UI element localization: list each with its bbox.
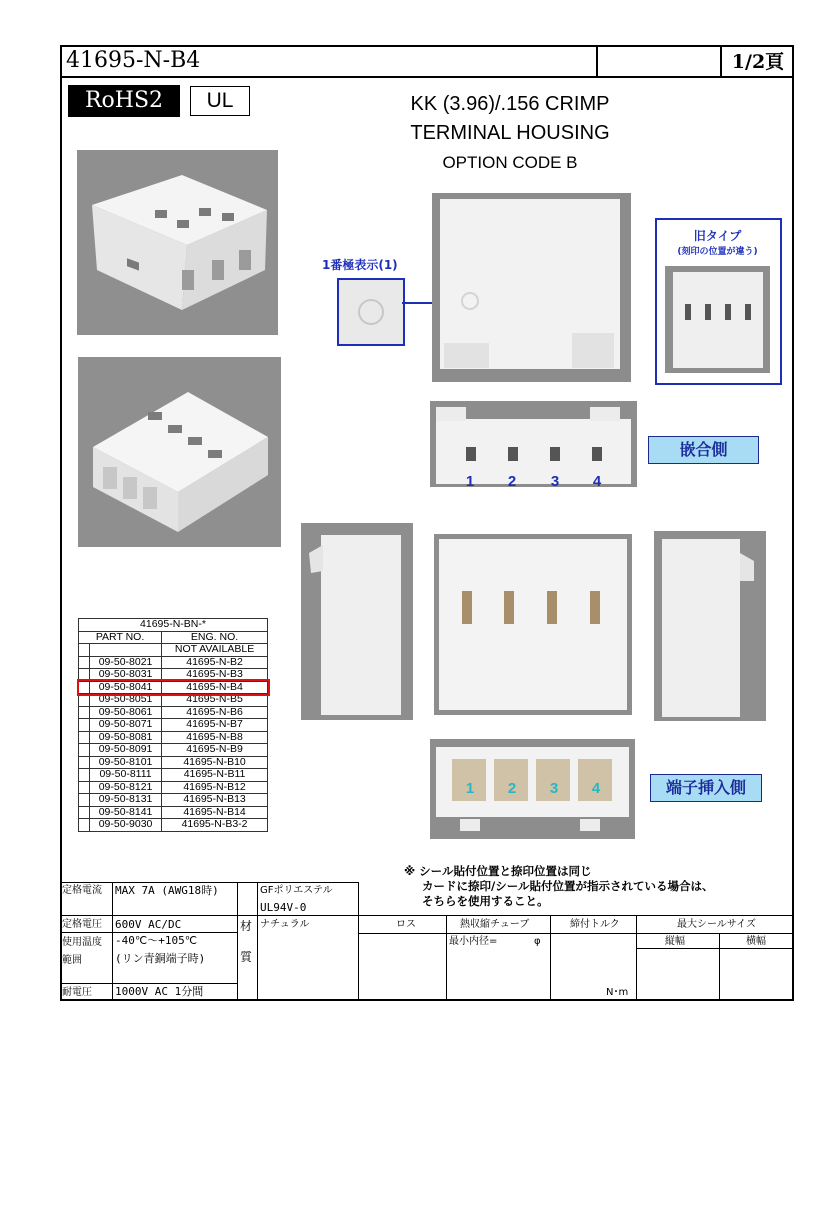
eng-number-cell: 41695-N-B7 — [162, 719, 268, 732]
row-marker — [79, 744, 90, 757]
pin-number: 3 — [549, 780, 559, 797]
part-number-cell: 09-50-8071 — [90, 719, 162, 732]
part-number-cell: 09-50-8061 — [90, 706, 162, 719]
eng-number-cell: 41695-N-B8 — [162, 731, 268, 744]
flammability-value: UL94V-0 — [260, 901, 307, 914]
spec-rule — [358, 933, 794, 934]
part-number-cell: 09-50-8031 — [90, 669, 162, 682]
housing-photo-side-right — [654, 531, 766, 721]
row-marker — [79, 781, 90, 794]
old-type-title: 旧タイプ — [693, 229, 742, 243]
withstand-voltage-value: 1000V AC 1分間 — [115, 985, 204, 998]
part-number-cell: 09-50-9030 — [90, 819, 162, 832]
part-number-table — [78, 618, 268, 832]
torque-unit: N･m — [606, 987, 629, 998]
table-row — [79, 769, 268, 782]
terminal-side-tag: 端子挿入側 — [650, 774, 762, 802]
spec-rule — [60, 882, 358, 883]
material-value: GFポリエステル — [260, 885, 333, 896]
spec-rule — [636, 915, 637, 1000]
row-marker — [79, 681, 90, 694]
eng-number-cell: 41695-N-B12 — [162, 781, 268, 794]
table-caption: 41695-N-BN-* — [79, 619, 268, 632]
temp-range-label: 使用温度 — [62, 937, 102, 948]
header-divider — [60, 76, 794, 78]
row-marker — [79, 794, 90, 807]
table-row — [79, 681, 268, 694]
part-number-cell: 09-50-8101 — [90, 756, 162, 769]
eng-number-cell: 41695-N-B6 — [162, 706, 268, 719]
heat-shrink-label: 熱収縮チューブ — [460, 919, 530, 930]
row-marker — [79, 756, 90, 769]
spec-rule — [446, 915, 447, 1000]
table-row — [79, 794, 268, 807]
housing-photo-front — [432, 193, 631, 382]
spec-rule — [60, 983, 238, 984]
row-marker — [79, 669, 90, 682]
part-number-cell — [90, 644, 162, 657]
eng-number-cell: 41695-N-B3 — [162, 669, 268, 682]
housing-photo-bottom — [78, 357, 281, 547]
pin-number: 1 — [465, 780, 475, 797]
pin-number: 2 — [507, 473, 517, 490]
pin1-marker-closeup — [337, 278, 405, 346]
tube-min-label: 最小内径= — [449, 936, 498, 947]
rated-current-value: MAX 7A (AWG18時) — [115, 884, 219, 897]
housing-photo-top-flat — [434, 534, 632, 715]
table-row — [79, 669, 268, 682]
rated-voltage-value: 600V AC/DC — [115, 918, 182, 931]
title-line-2: TERMINAL HOUSING — [410, 122, 610, 144]
material-label: 質 — [240, 950, 253, 964]
table-row — [79, 719, 268, 732]
row-marker — [79, 769, 90, 782]
table-row — [79, 644, 268, 657]
eng-number-cell: 41695-N-B2 — [162, 656, 268, 669]
old-type-photo — [665, 266, 770, 373]
row-marker — [79, 719, 90, 732]
torque-label: 締付トルク — [570, 919, 620, 930]
note-line: そちらを使用すること。 — [422, 894, 549, 908]
row-marker — [79, 806, 90, 819]
withstand-voltage-label: 耐電圧 — [62, 987, 92, 998]
page-number: 1/2頁 — [731, 51, 785, 73]
drawing-number: 41695-N-B4 — [66, 48, 201, 73]
note-line: ※ シール貼付位置と捺印位置は同じ — [404, 864, 592, 878]
color-value: ナチュラル — [260, 919, 310, 930]
title-line-1: KK (3.96)/.156 CRIMP — [410, 93, 610, 115]
old-type-note: (刻印の位置が違う) — [677, 247, 758, 257]
table-row — [79, 819, 268, 832]
eng-number-cell: NOT AVAILABLE — [162, 644, 268, 657]
part-number-cell: 09-50-8111 — [90, 769, 162, 782]
sticker-position-note — [404, 864, 713, 909]
rated-voltage-label: 定格電圧 — [62, 919, 102, 930]
spec-rule — [636, 948, 794, 949]
part-number-cell: 09-50-8051 — [90, 694, 162, 707]
spec-rule — [60, 915, 794, 916]
seal-size-label: 最大シールサイズ — [677, 919, 756, 930]
rohs-mark: RoHS2 — [68, 85, 180, 117]
eng-number-cell: 41695-N-B11 — [162, 769, 268, 782]
temp-range-label: 範囲 — [62, 955, 82, 966]
eng-number-cell: 41695-N-B4 — [162, 681, 268, 694]
temp-range-note: (リン青銅端子時) — [115, 952, 206, 965]
material-label: 材 — [240, 919, 253, 933]
row-marker — [79, 731, 90, 744]
temp-range-value: -40℃～+105℃ — [115, 934, 198, 947]
eng-number-cell: 41695-N-B3-2 — [162, 819, 268, 832]
row-marker — [79, 819, 90, 832]
table-row — [79, 806, 268, 819]
spec-rule — [60, 932, 238, 933]
seal-width-label: 横幅 — [746, 936, 766, 947]
eng-number-cell: 41695-N-B13 — [162, 794, 268, 807]
spec-rule — [550, 915, 551, 1000]
pin-number: 4 — [591, 780, 601, 797]
part-number-cell: 09-50-8081 — [90, 731, 162, 744]
part-number-cell: 09-50-8141 — [90, 806, 162, 819]
housing-photo-side-left — [301, 523, 413, 720]
part-number-cell: 09-50-8021 — [90, 656, 162, 669]
spec-rule — [719, 933, 720, 1000]
pin-number: 2 — [507, 780, 517, 797]
eng-number-cell: 41695-N-B10 — [162, 756, 268, 769]
row-marker — [79, 706, 90, 719]
note-line: カードに捺印/シール貼付位置が指示されている場合は、 — [422, 879, 714, 893]
part-number-cell: 09-50-8131 — [90, 794, 162, 807]
table-row — [79, 656, 268, 669]
eng-number-cell: 41695-N-B9 — [162, 744, 268, 757]
part-number-cell: 09-50-8121 — [90, 781, 162, 794]
part-number-cell: 09-50-8091 — [90, 744, 162, 757]
pin-number: 4 — [592, 473, 602, 490]
pin-number: 1 — [465, 473, 475, 490]
title-line-3: OPTION CODE B — [442, 153, 578, 172]
ul-mark: UL — [190, 86, 250, 116]
column-header: PART NO. — [79, 631, 162, 644]
row-marker — [79, 694, 90, 707]
mating-side-tag: 嵌合側 — [648, 436, 759, 464]
row-marker — [79, 656, 90, 669]
seal-height-label: 縦幅 — [665, 936, 685, 947]
table-row — [79, 694, 268, 707]
table-row — [79, 706, 268, 719]
eng-number-cell: 41695-N-B5 — [162, 694, 268, 707]
rated-current-label: 定格電流 — [62, 885, 102, 896]
housing-photo-top — [77, 150, 278, 335]
spec-rule — [358, 882, 359, 1000]
lot-label: ロス — [396, 919, 416, 930]
table-row — [79, 731, 268, 744]
spec-rule — [237, 882, 238, 1000]
spec-rule — [257, 882, 258, 1000]
eng-number-cell: 41695-N-B14 — [162, 806, 268, 819]
column-header: ENG. NO. — [162, 631, 268, 644]
row-marker — [79, 644, 90, 657]
part-number-cell: 09-50-8041 — [90, 681, 162, 694]
pin-number: 3 — [550, 473, 560, 490]
pin1-marker-label: 1番極表示(1) — [322, 258, 398, 272]
table-row — [79, 744, 268, 757]
table-row — [79, 781, 268, 794]
tube-unit: φ — [534, 936, 541, 947]
header-sep — [596, 45, 598, 77]
spec-rule — [112, 882, 113, 1000]
table-row — [79, 756, 268, 769]
